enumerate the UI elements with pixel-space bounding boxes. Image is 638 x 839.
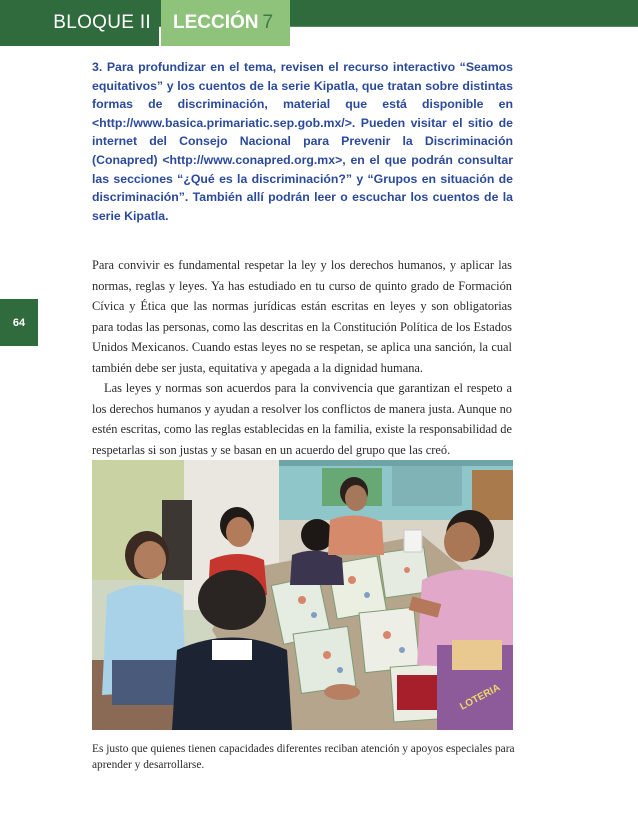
box-label: LOTERIA [458,682,503,713]
classroom-photo-illustration [92,460,513,730]
leccion-text: LECCIÓN [173,12,259,33]
bloque-label: BLOQUE II [0,0,159,46]
leccion-number: 7 [262,12,274,33]
classroom-photo [92,460,513,730]
body-paragraph-2: Las leyes y normas son acuerdos para la convivencia que garantizan el respeto a los derechos humanos y ayudan a resolver los conflictos de manera justa. Aunque no estén escritas, como las reglas establecidas en la familia, existe la responsabilidad de respetarlas si son justas y se basan en un acuerdo del grupo que las creó. [92,381,512,457]
body-paragraph-1: Para convivir es fundamental respetar la ley y los derechos humanos, y aplicar las normas, reglas y leyes. Ya has estudiado en tu curso de quinto grado de Formación Cívica y Ética que las normas jurídicas están escritas en leyes y son obligatorias para todas las personas, como las descritas en la Constitución Política de los Estados Unidos Mexicanos. Cuando estas leyes no se respetan, se aplica una sanción, la cual también debe ser justa, equitativa y apegada a la dignidad humana. [92,258,512,375]
body-text [92,255,512,460]
page-number: 64 [0,299,38,346]
leccion-label [161,0,290,46]
photo-caption: Es justo que quienes tienen capacidades diferentes reciban atención y apoyos especiales para aprender y desarrollarse. [92,743,515,771]
activity-instructions: 3. Para profundizar en el tema, revisen el recurso interactivo “Seamos equitativos” y los cuentos de la serie Kipatla, que tratan sobre distintas formas de discriminación, material que está disponible en <http://www.basica.primariatic.sep.gob.mx/>. Pueden visitar el sitio de internet del Consejo Nacional para Prevenir la Discriminación (Conapred) <http://www.conapred.org.mx>, en el que podrán consultar las secciones “¿Qué es la discriminación?” y “Grupos en situación de discriminación”. También allí podrán leer o escuchar los cuentos de la serie Kipatla. [92,60,513,223]
